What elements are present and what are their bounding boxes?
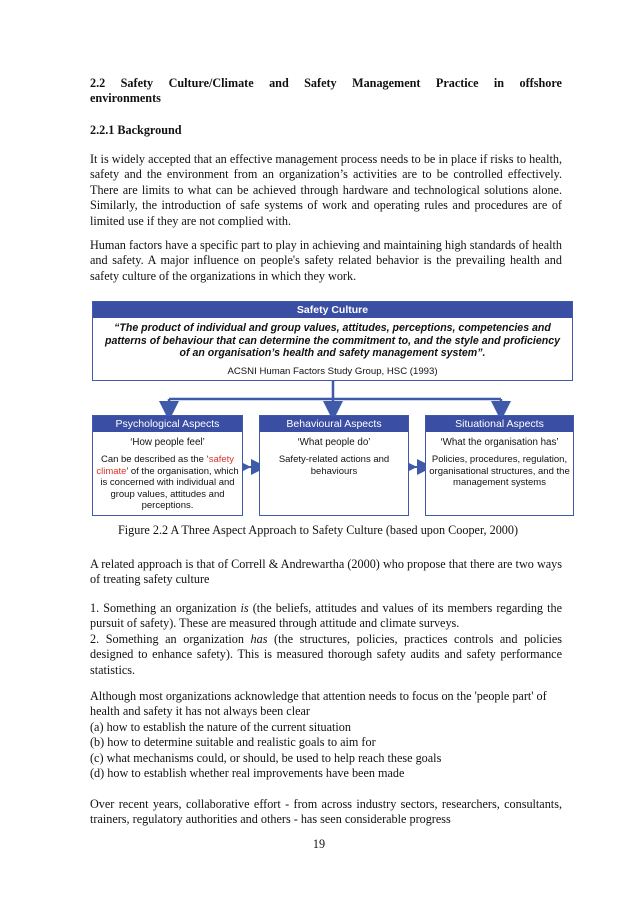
safety-climate-highlight: safety climate (96, 454, 235, 477)
paragraph-collaborative-effort: Over recent years, collaborative effort - from across industry sectors, researchers, consultants, trainers, regulatory authorities and others - has seen considerable progress (90, 796, 562, 827)
list-text: (the beliefs, attitudes and values of its members regarding the pursuit of safety). These are measured through attitude and climate surveys. (90, 601, 562, 631)
behavioural-aspects-box (259, 415, 409, 516)
situational-aspects-title: Situational Aspects (426, 416, 573, 432)
subsection-heading: 2.2.1 Background (90, 123, 182, 137)
safety-culture-definition: “The product of individual and group values, attitudes, perceptions, competencies and patterns of behaviour that can determine the commitment to, and the style and proficiency of an organisation’s health and safety management system”. (104, 322, 561, 359)
section-heading-line1 (90, 76, 562, 91)
heading-word: in (493, 76, 505, 90)
paragraph-people-part (90, 689, 562, 828)
figure-caption: Figure 2.2 A Three Aspect Approach to Safety Culture (based upon Cooper, 2000) (118, 523, 519, 537)
behavioural-aspects-subtitle: ‘What people do’ (297, 437, 371, 448)
paragraph-related-approach: A related approach is that of Correll & Andrewartha (2000) who propose that there are two ways of treating safety culture (90, 557, 562, 587)
situational-aspects-body: Policies, procedures, regulation, organisational structures, and the management systems (429, 454, 570, 489)
emphasis: has (250, 631, 268, 646)
body-text: Can be described as the ‘ (100, 454, 209, 465)
list-item: (b) how to determine suitable and realistic goals to aim for (90, 735, 376, 750)
paragraph-intro: Although most organizations acknowledge that attention needs to focus on the 'people part' of health and safety it has not always been clear (90, 689, 547, 719)
paragraph-two-ways (90, 601, 562, 678)
psychological-aspects-body (93, 454, 242, 512)
list-item: (a) how to establish the nature of the current situation (90, 719, 351, 734)
situational-aspects-box (425, 415, 574, 516)
paragraph-background: It is widely accepted that an effective management process needs to be in place if risks to health, safety and the environment from an organization’s activities are to be controlled effectively. There are limits to what can be achieved through hardware and technological solutions alone. Similarly, the introduction of safe systems of work and operating rules and procedures are of limited use if they are not complied with. (90, 152, 562, 228)
section-heading (90, 76, 562, 107)
list-item (90, 632, 562, 678)
heading-word: Management (352, 76, 421, 90)
list-item: (d) how to establish whether real improvements have been made (90, 766, 405, 781)
safety-culture-figure (91, 297, 575, 518)
paragraph-human-factors: Human factors have a specific part to play in achieving and maintaining high standards of health and safety. A major influence on people's safety related behavior is the prevailing health and safety culture of the organizations in which they work. (90, 238, 562, 283)
page-number: 19 (312, 837, 326, 851)
emphasis: is (240, 601, 249, 615)
heading-word: 2.2 (90, 76, 106, 90)
behavioural-aspects-body: Safety-related actions and behaviours (278, 454, 390, 477)
section-heading-line2: environments (90, 91, 161, 106)
heading-word: Safety (120, 76, 154, 90)
behavioural-aspects-title: Behavioural Aspects (260, 416, 408, 432)
heading-word: offshore (519, 76, 562, 90)
heading-word: and (269, 76, 289, 90)
list-item: (c) what mechanisms could, or should, be used to help reach these goals (90, 750, 442, 765)
list-text: (the structures, policies, practices controls and policies designed to enhance safety). This is measured thorough safety audits and safety performance statistics. (90, 631, 562, 677)
safety-culture-citation: ACSNI Human Factors Study Group, HSC (1993) (227, 365, 438, 377)
safety-culture-title: Safety Culture (93, 302, 572, 318)
list-text: 1. Something an organization (90, 601, 241, 615)
list-text: 2. Something an organization (90, 631, 251, 646)
psychological-aspects-title: Psychological Aspects (93, 416, 242, 432)
situational-aspects-subtitle: ‘What the organisation has’ (440, 437, 559, 448)
heading-word: Culture/Climate (168, 76, 254, 90)
safety-culture-box (92, 301, 573, 381)
heading-word: Practice (435, 76, 479, 90)
psychological-aspects-subtitle: ‘How people feel’ (130, 437, 205, 448)
psychological-aspects-box (92, 415, 243, 516)
heading-word: Safety (304, 76, 337, 90)
list-item (90, 601, 562, 632)
body-text: ’ of the organisation, which is concerned with individual and group values, attitudes and perceptions. (100, 465, 239, 512)
